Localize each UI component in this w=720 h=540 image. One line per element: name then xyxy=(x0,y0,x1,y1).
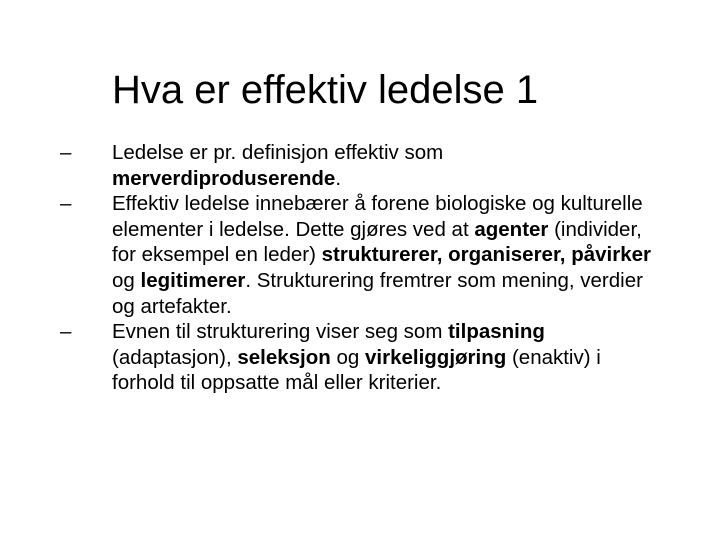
bullet-item xyxy=(60,319,660,396)
text-segment: . xyxy=(335,166,342,190)
bold-term: legitimerer xyxy=(140,268,246,292)
bullet-list xyxy=(60,140,660,396)
bold-term: agenter xyxy=(474,217,549,241)
text-segment: Effektiv ledelse innebærer å forene biologiske og kulturelle elementer i ledelse. Dette gjøres ved at xyxy=(112,192,643,241)
text-segment: Evnen til strukturering viser seg som xyxy=(112,320,449,344)
text-segment: Ledelse er pr. definisjon effektiv som xyxy=(112,141,444,164)
bullet-item xyxy=(60,191,660,319)
bold-term: tilpasning xyxy=(448,320,545,344)
text-segment: . Strukturering fremtrer som mening, verdier og artefakter. xyxy=(112,268,643,318)
text-segment: (enaktiv) i forhold til oppsatte mål eller kriterier. xyxy=(112,345,601,395)
bullet-dash: – xyxy=(60,192,72,216)
slide-title: Hva er effektiv ledelse 1 xyxy=(112,68,539,112)
bullet-text xyxy=(112,140,652,191)
bullet-text xyxy=(112,319,652,396)
text-segment: og xyxy=(112,268,141,292)
text-segment: (adaptasjon), xyxy=(112,345,238,369)
bullet-text xyxy=(112,191,652,319)
text-segment: og xyxy=(330,345,366,369)
bullet-dash: – xyxy=(60,141,72,164)
text-segment: (individer, for eksempel en leder) xyxy=(112,217,642,267)
bullet-item xyxy=(60,140,660,191)
bold-term: merverdiproduserende xyxy=(112,166,336,190)
bold-term: strukturerer, organiserer, påvirker xyxy=(321,243,651,267)
bullet-dash: – xyxy=(60,320,72,344)
bold-term: virkeliggjøring xyxy=(365,345,507,369)
bold-term: seleksjon xyxy=(237,345,331,369)
